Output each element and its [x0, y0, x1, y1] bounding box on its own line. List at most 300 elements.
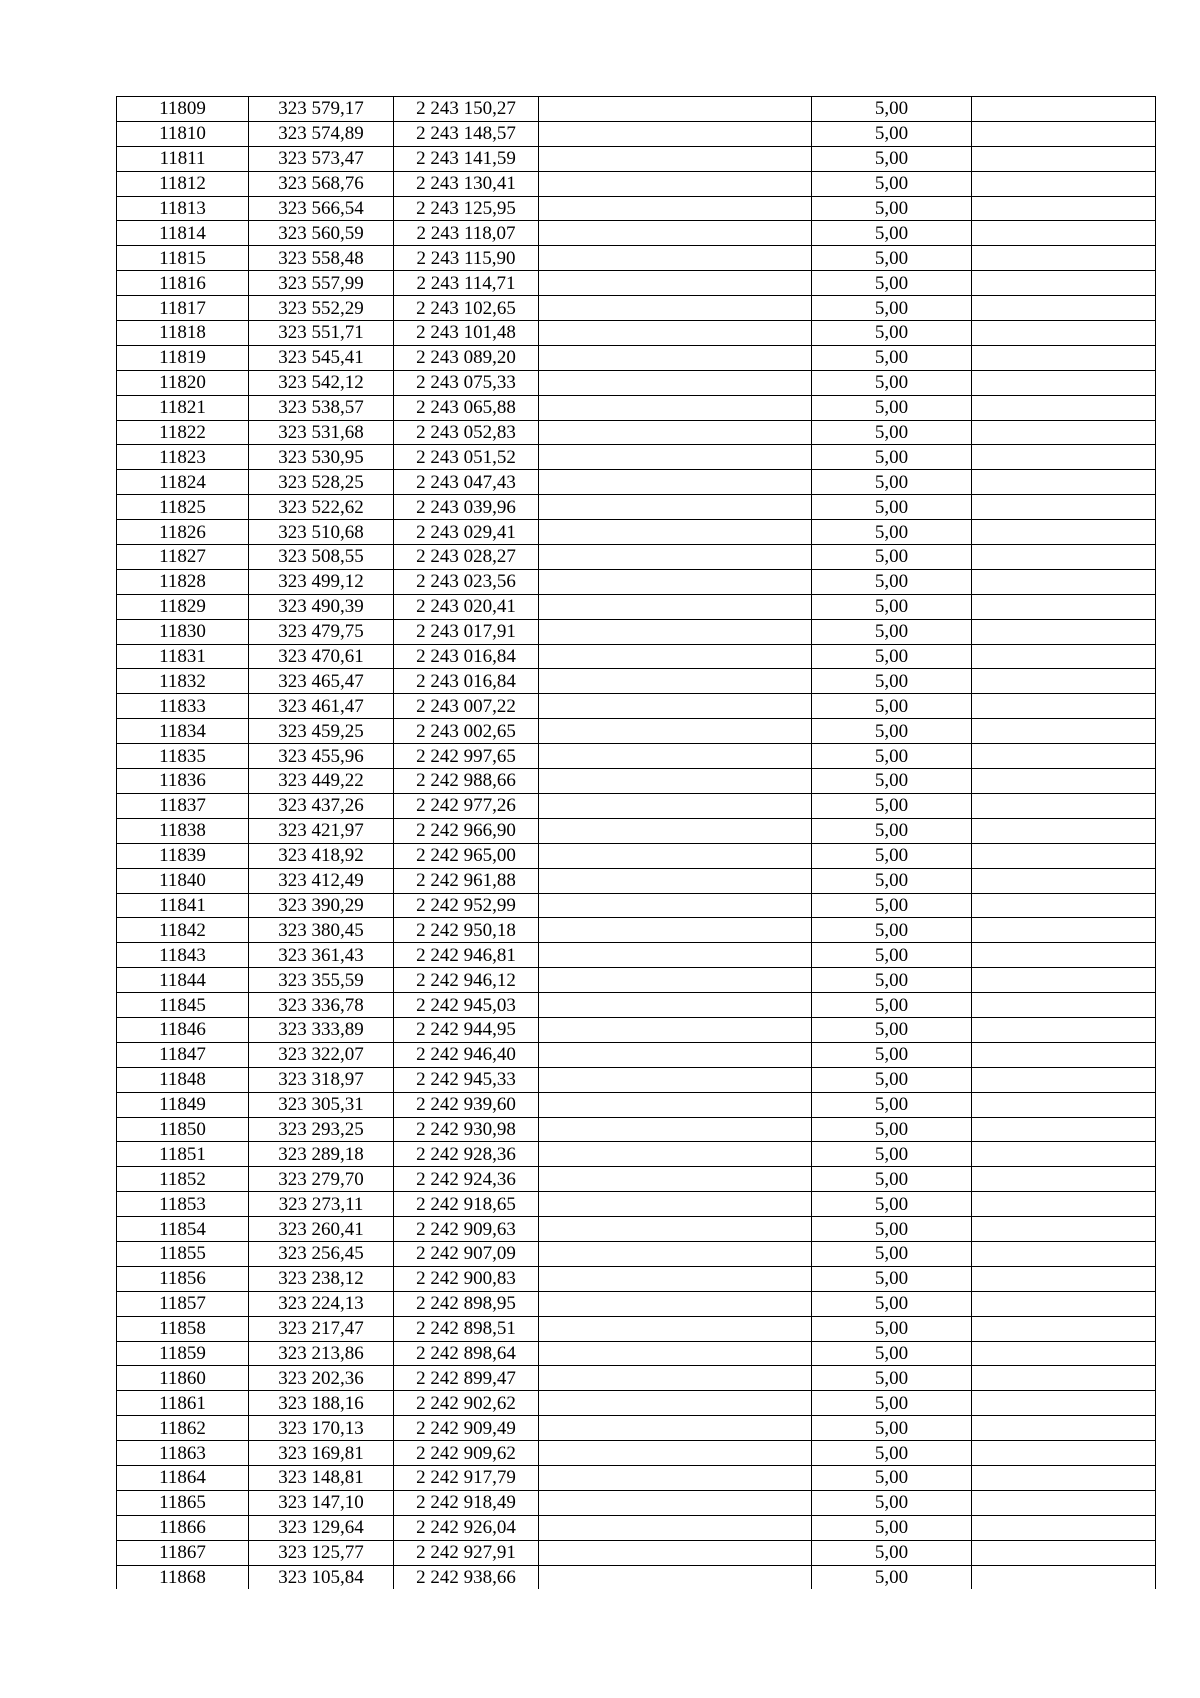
point-number-cell: 11811: [117, 146, 249, 171]
tolerance-cell: 5,00: [812, 669, 972, 694]
tolerance-cell: 5,00: [812, 445, 972, 470]
notes-cell: [972, 594, 1156, 619]
notes-cell: [972, 968, 1156, 993]
tolerance-cell: 5,00: [812, 1266, 972, 1291]
table-row: [117, 1540, 1156, 1565]
x-coordinate-cell: 323 412,49: [249, 868, 394, 893]
point-number-cell: 11868: [117, 1565, 249, 1589]
point-number-cell: 11826: [117, 520, 249, 545]
notes-cell: [972, 1441, 1156, 1466]
tolerance-cell: 5,00: [812, 968, 972, 993]
x-coordinate-cell: 323 557,99: [249, 271, 394, 296]
point-number-cell: 11819: [117, 345, 249, 370]
description-cell: [539, 296, 812, 321]
notes-cell: [972, 246, 1156, 271]
point-number-cell: 11844: [117, 968, 249, 993]
table-row: [117, 1416, 1156, 1441]
notes-cell: [972, 121, 1156, 146]
y-coordinate-cell: 2 243 089,20: [394, 345, 539, 370]
notes-cell: [972, 1540, 1156, 1565]
x-coordinate-cell: 323 530,95: [249, 445, 394, 470]
description-cell: [539, 1391, 812, 1416]
x-coordinate-cell: 323 361,43: [249, 943, 394, 968]
notes-cell: [972, 345, 1156, 370]
table-row: [117, 196, 1156, 221]
notes-cell: [972, 719, 1156, 744]
table-row: [117, 644, 1156, 669]
y-coordinate-cell: 2 242 938,66: [394, 1565, 539, 1589]
tolerance-cell: 5,00: [812, 321, 972, 346]
point-number-cell: 11815: [117, 246, 249, 271]
x-coordinate-cell: 323 470,61: [249, 644, 394, 669]
y-coordinate-cell: 2 243 114,71: [394, 271, 539, 296]
x-coordinate-cell: 323 148,81: [249, 1465, 394, 1490]
x-coordinate-cell: 323 574,89: [249, 121, 394, 146]
tolerance-cell: 5,00: [812, 1291, 972, 1316]
notes-cell: [972, 495, 1156, 520]
x-coordinate-cell: 323 279,70: [249, 1167, 394, 1192]
x-coordinate-cell: 323 390,29: [249, 893, 394, 918]
table-row: [117, 993, 1156, 1018]
notes-cell: [972, 395, 1156, 420]
description-cell: [539, 1092, 812, 1117]
tolerance-cell: 5,00: [812, 793, 972, 818]
tolerance-cell: 5,00: [812, 121, 972, 146]
x-coordinate-cell: 323 305,31: [249, 1092, 394, 1117]
y-coordinate-cell: 2 242 909,62: [394, 1441, 539, 1466]
point-number-cell: 11813: [117, 196, 249, 221]
point-number-cell: 11833: [117, 694, 249, 719]
description-cell: [539, 321, 812, 346]
x-coordinate-cell: 323 238,12: [249, 1266, 394, 1291]
notes-cell: [972, 793, 1156, 818]
description-cell: [539, 1366, 812, 1391]
notes-cell: [972, 1117, 1156, 1142]
tolerance-cell: 5,00: [812, 1192, 972, 1217]
y-coordinate-cell: 2 242 898,95: [394, 1291, 539, 1316]
table-row: [117, 918, 1156, 943]
point-number-cell: 11846: [117, 1017, 249, 1042]
tolerance-cell: 5,00: [812, 1490, 972, 1515]
tolerance-cell: 5,00: [812, 993, 972, 1018]
point-number-cell: 11836: [117, 769, 249, 794]
description-cell: [539, 1416, 812, 1441]
y-coordinate-cell: 2 242 907,09: [394, 1241, 539, 1266]
description-cell: [539, 918, 812, 943]
tolerance-cell: 5,00: [812, 893, 972, 918]
table-row: [117, 1341, 1156, 1366]
point-number-cell: 11838: [117, 818, 249, 843]
tolerance-cell: 5,00: [812, 1416, 972, 1441]
y-coordinate-cell: 2 243 023,56: [394, 569, 539, 594]
notes-cell: [972, 1490, 1156, 1515]
point-number-cell: 11859: [117, 1341, 249, 1366]
y-coordinate-cell: 2 242 926,04: [394, 1515, 539, 1540]
table-row: [117, 943, 1156, 968]
table-row: [117, 669, 1156, 694]
description-cell: [539, 1465, 812, 1490]
y-coordinate-cell: 2 243 002,65: [394, 719, 539, 744]
table-row: [117, 1017, 1156, 1042]
description-cell: [539, 196, 812, 221]
notes-cell: [972, 1266, 1156, 1291]
notes-cell: [972, 893, 1156, 918]
table-row: [117, 1366, 1156, 1391]
table-row: [117, 769, 1156, 794]
point-number-cell: 11821: [117, 395, 249, 420]
table-row: [117, 744, 1156, 769]
table-row: [117, 1117, 1156, 1142]
point-number-cell: 11847: [117, 1042, 249, 1067]
tolerance-cell: 5,00: [812, 520, 972, 545]
x-coordinate-cell: 323 125,77: [249, 1540, 394, 1565]
description-cell: [539, 146, 812, 171]
tolerance-cell: 5,00: [812, 171, 972, 196]
point-number-cell: 11851: [117, 1142, 249, 1167]
notes-cell: [972, 1341, 1156, 1366]
point-number-cell: 11845: [117, 993, 249, 1018]
description-cell: [539, 1565, 812, 1589]
notes-cell: [972, 1067, 1156, 1092]
description-cell: [539, 893, 812, 918]
description-cell: [539, 271, 812, 296]
tolerance-cell: 5,00: [812, 271, 972, 296]
x-coordinate-cell: 323 459,25: [249, 719, 394, 744]
y-coordinate-cell: 2 242 930,98: [394, 1117, 539, 1142]
x-coordinate-cell: 323 461,47: [249, 694, 394, 719]
coordinates-table-body: [117, 97, 1156, 1590]
table-row: [117, 569, 1156, 594]
notes-cell: [972, 470, 1156, 495]
point-number-cell: 11858: [117, 1316, 249, 1341]
x-coordinate-cell: 323 551,71: [249, 321, 394, 346]
y-coordinate-cell: 2 243 007,22: [394, 694, 539, 719]
notes-cell: [972, 1391, 1156, 1416]
notes-cell: [972, 1565, 1156, 1589]
table-row: [117, 146, 1156, 171]
y-coordinate-cell: 2 242 946,81: [394, 943, 539, 968]
description-cell: [539, 1192, 812, 1217]
point-number-cell: 11849: [117, 1092, 249, 1117]
table-row: [117, 968, 1156, 993]
table-row: [117, 520, 1156, 545]
x-coordinate-cell: 323 273,11: [249, 1192, 394, 1217]
tolerance-cell: 5,00: [812, 1465, 972, 1490]
y-coordinate-cell: 2 243 115,90: [394, 246, 539, 271]
table-row: [117, 868, 1156, 893]
description-cell: [539, 1291, 812, 1316]
point-number-cell: 11820: [117, 370, 249, 395]
notes-cell: [972, 420, 1156, 445]
point-number-cell: 11827: [117, 545, 249, 570]
y-coordinate-cell: 2 242 945,33: [394, 1067, 539, 1092]
x-coordinate-cell: 323 437,26: [249, 793, 394, 818]
x-coordinate-cell: 323 336,78: [249, 993, 394, 1018]
y-coordinate-cell: 2 242 946,12: [394, 968, 539, 993]
tolerance-cell: 5,00: [812, 1042, 972, 1067]
description-cell: [539, 694, 812, 719]
point-number-cell: 11857: [117, 1291, 249, 1316]
x-coordinate-cell: 323 579,17: [249, 97, 394, 122]
tolerance-cell: 5,00: [812, 1117, 972, 1142]
y-coordinate-cell: 2 242 917,79: [394, 1465, 539, 1490]
description-cell: [539, 221, 812, 246]
tolerance-cell: 5,00: [812, 1515, 972, 1540]
notes-cell: [972, 1042, 1156, 1067]
table-row: [117, 1490, 1156, 1515]
description-cell: [539, 1167, 812, 1192]
y-coordinate-cell: 2 242 909,63: [394, 1217, 539, 1242]
x-coordinate-cell: 323 202,36: [249, 1366, 394, 1391]
x-coordinate-cell: 323 479,75: [249, 619, 394, 644]
tolerance-cell: 5,00: [812, 943, 972, 968]
point-number-cell: 11832: [117, 669, 249, 694]
y-coordinate-cell: 2 243 102,65: [394, 296, 539, 321]
table-row: [117, 445, 1156, 470]
table-row: [117, 694, 1156, 719]
x-coordinate-cell: 323 455,96: [249, 744, 394, 769]
table-row: [117, 818, 1156, 843]
table-row: [117, 271, 1156, 296]
y-coordinate-cell: 2 242 952,99: [394, 893, 539, 918]
table-row: [117, 246, 1156, 271]
y-coordinate-cell: 2 242 944,95: [394, 1017, 539, 1042]
tolerance-cell: 5,00: [812, 1540, 972, 1565]
x-coordinate-cell: 323 169,81: [249, 1441, 394, 1466]
table-row: [117, 594, 1156, 619]
x-coordinate-cell: 323 421,97: [249, 818, 394, 843]
table-row: [117, 1167, 1156, 1192]
description-cell: [539, 769, 812, 794]
tolerance-cell: 5,00: [812, 221, 972, 246]
description-cell: [539, 1241, 812, 1266]
description-cell: [539, 1540, 812, 1565]
point-number-cell: 11837: [117, 793, 249, 818]
table-row: [117, 793, 1156, 818]
notes-cell: [972, 520, 1156, 545]
x-coordinate-cell: 323 542,12: [249, 370, 394, 395]
y-coordinate-cell: 2 243 016,84: [394, 669, 539, 694]
y-coordinate-cell: 2 243 051,52: [394, 445, 539, 470]
point-number-cell: 11861: [117, 1391, 249, 1416]
x-coordinate-cell: 323 508,55: [249, 545, 394, 570]
description-cell: [539, 445, 812, 470]
tolerance-cell: 5,00: [812, 918, 972, 943]
description-cell: [539, 545, 812, 570]
description-cell: [539, 1341, 812, 1366]
y-coordinate-cell: 2 243 039,96: [394, 495, 539, 520]
y-coordinate-cell: 2 243 028,27: [394, 545, 539, 570]
y-coordinate-cell: 2 243 029,41: [394, 520, 539, 545]
notes-cell: [972, 569, 1156, 594]
description-cell: [539, 420, 812, 445]
description-cell: [539, 171, 812, 196]
tolerance-cell: 5,00: [812, 1366, 972, 1391]
y-coordinate-cell: 2 242 902,62: [394, 1391, 539, 1416]
y-coordinate-cell: 2 243 047,43: [394, 470, 539, 495]
x-coordinate-cell: 323 573,47: [249, 146, 394, 171]
table-row: [117, 1042, 1156, 1067]
x-coordinate-cell: 323 105,84: [249, 1565, 394, 1589]
description-cell: [539, 1017, 812, 1042]
notes-cell: [972, 296, 1156, 321]
point-number-cell: 11867: [117, 1540, 249, 1565]
x-coordinate-cell: 323 552,29: [249, 296, 394, 321]
y-coordinate-cell: 2 242 961,88: [394, 868, 539, 893]
x-coordinate-cell: 323 256,45: [249, 1241, 394, 1266]
description-cell: [539, 793, 812, 818]
table-row: [117, 221, 1156, 246]
description-cell: [539, 1117, 812, 1142]
description-cell: [539, 1266, 812, 1291]
x-coordinate-cell: 323 224,13: [249, 1291, 394, 1316]
table-row: [117, 296, 1156, 321]
x-coordinate-cell: 323 129,64: [249, 1515, 394, 1540]
description-cell: [539, 744, 812, 769]
description-cell: [539, 569, 812, 594]
description-cell: [539, 495, 812, 520]
y-coordinate-cell: 2 243 130,41: [394, 171, 539, 196]
table-row: [117, 1092, 1156, 1117]
notes-cell: [972, 271, 1156, 296]
description-cell: [539, 520, 812, 545]
table-row: [117, 1291, 1156, 1316]
y-coordinate-cell: 2 243 017,91: [394, 619, 539, 644]
table-row: [117, 395, 1156, 420]
description-cell: [539, 345, 812, 370]
description-cell: [539, 868, 812, 893]
notes-cell: [972, 97, 1156, 122]
description-cell: [539, 669, 812, 694]
description-cell: [539, 1490, 812, 1515]
notes-cell: [972, 1316, 1156, 1341]
point-number-cell: 11816: [117, 271, 249, 296]
x-coordinate-cell: 323 380,45: [249, 918, 394, 943]
point-number-cell: 11810: [117, 121, 249, 146]
y-coordinate-cell: 2 242 898,51: [394, 1316, 539, 1341]
table-row: [117, 1266, 1156, 1291]
table-row: [117, 1241, 1156, 1266]
y-coordinate-cell: 2 243 101,48: [394, 321, 539, 346]
point-number-cell: 11823: [117, 445, 249, 470]
tolerance-cell: 5,00: [812, 818, 972, 843]
x-coordinate-cell: 323 418,92: [249, 843, 394, 868]
notes-cell: [972, 669, 1156, 694]
notes-cell: [972, 1291, 1156, 1316]
table-row: [117, 1565, 1156, 1589]
x-coordinate-cell: 323 170,13: [249, 1416, 394, 1441]
x-coordinate-cell: 323 566,54: [249, 196, 394, 221]
table-row: [117, 370, 1156, 395]
tolerance-cell: 5,00: [812, 1017, 972, 1042]
table-row: [117, 1515, 1156, 1540]
tolerance-cell: 5,00: [812, 594, 972, 619]
coordinates-table: [116, 96, 1156, 1589]
x-coordinate-cell: 323 560,59: [249, 221, 394, 246]
table-row: [117, 171, 1156, 196]
point-number-cell: 11830: [117, 619, 249, 644]
tolerance-cell: 5,00: [812, 1092, 972, 1117]
notes-cell: [972, 146, 1156, 171]
y-coordinate-cell: 2 242 909,49: [394, 1416, 539, 1441]
notes-cell: [972, 321, 1156, 346]
description-cell: [539, 121, 812, 146]
description-cell: [539, 395, 812, 420]
point-number-cell: 11850: [117, 1117, 249, 1142]
point-number-cell: 11818: [117, 321, 249, 346]
y-coordinate-cell: 2 242 918,65: [394, 1192, 539, 1217]
tolerance-cell: 5,00: [812, 619, 972, 644]
point-number-cell: 11852: [117, 1167, 249, 1192]
tolerance-cell: 5,00: [812, 644, 972, 669]
x-coordinate-cell: 323 510,68: [249, 520, 394, 545]
x-coordinate-cell: 323 490,39: [249, 594, 394, 619]
notes-cell: [972, 843, 1156, 868]
y-coordinate-cell: 2 243 016,84: [394, 644, 539, 669]
tolerance-cell: 5,00: [812, 1316, 972, 1341]
tolerance-cell: 5,00: [812, 470, 972, 495]
description-cell: [539, 843, 812, 868]
y-coordinate-cell: 2 243 020,41: [394, 594, 539, 619]
tolerance-cell: 5,00: [812, 769, 972, 794]
tolerance-cell: 5,00: [812, 146, 972, 171]
point-number-cell: 11854: [117, 1217, 249, 1242]
table-row: [117, 843, 1156, 868]
tolerance-cell: 5,00: [812, 1167, 972, 1192]
point-number-cell: 11864: [117, 1465, 249, 1490]
point-number-cell: 11855: [117, 1241, 249, 1266]
point-number-cell: 11831: [117, 644, 249, 669]
notes-cell: [972, 1092, 1156, 1117]
tolerance-cell: 5,00: [812, 1217, 972, 1242]
table-row: [117, 619, 1156, 644]
x-coordinate-cell: 323 217,47: [249, 1316, 394, 1341]
description-cell: [539, 644, 812, 669]
point-number-cell: 11865: [117, 1490, 249, 1515]
point-number-cell: 11840: [117, 868, 249, 893]
point-number-cell: 11817: [117, 296, 249, 321]
notes-cell: [972, 370, 1156, 395]
y-coordinate-cell: 2 242 988,66: [394, 769, 539, 794]
description-cell: [539, 1067, 812, 1092]
tolerance-cell: 5,00: [812, 1067, 972, 1092]
x-coordinate-cell: 323 522,62: [249, 495, 394, 520]
notes-cell: [972, 1241, 1156, 1266]
y-coordinate-cell: 2 243 125,95: [394, 196, 539, 221]
description-cell: [539, 993, 812, 1018]
description-cell: [539, 818, 812, 843]
tolerance-cell: 5,00: [812, 246, 972, 271]
description-cell: [539, 1142, 812, 1167]
notes-cell: [972, 1017, 1156, 1042]
point-number-cell: 11843: [117, 943, 249, 968]
table-row: [117, 420, 1156, 445]
tolerance-cell: 5,00: [812, 1565, 972, 1589]
table-row: [117, 1192, 1156, 1217]
tolerance-cell: 5,00: [812, 495, 972, 520]
tolerance-cell: 5,00: [812, 843, 972, 868]
point-number-cell: 11809: [117, 97, 249, 122]
notes-cell: [972, 694, 1156, 719]
notes-cell: [972, 1142, 1156, 1167]
description-cell: [539, 470, 812, 495]
point-number-cell: 11828: [117, 569, 249, 594]
y-coordinate-cell: 2 243 052,83: [394, 420, 539, 445]
table-row: [117, 97, 1156, 122]
y-coordinate-cell: 2 242 899,47: [394, 1366, 539, 1391]
y-coordinate-cell: 2 243 141,59: [394, 146, 539, 171]
point-number-cell: 11824: [117, 470, 249, 495]
